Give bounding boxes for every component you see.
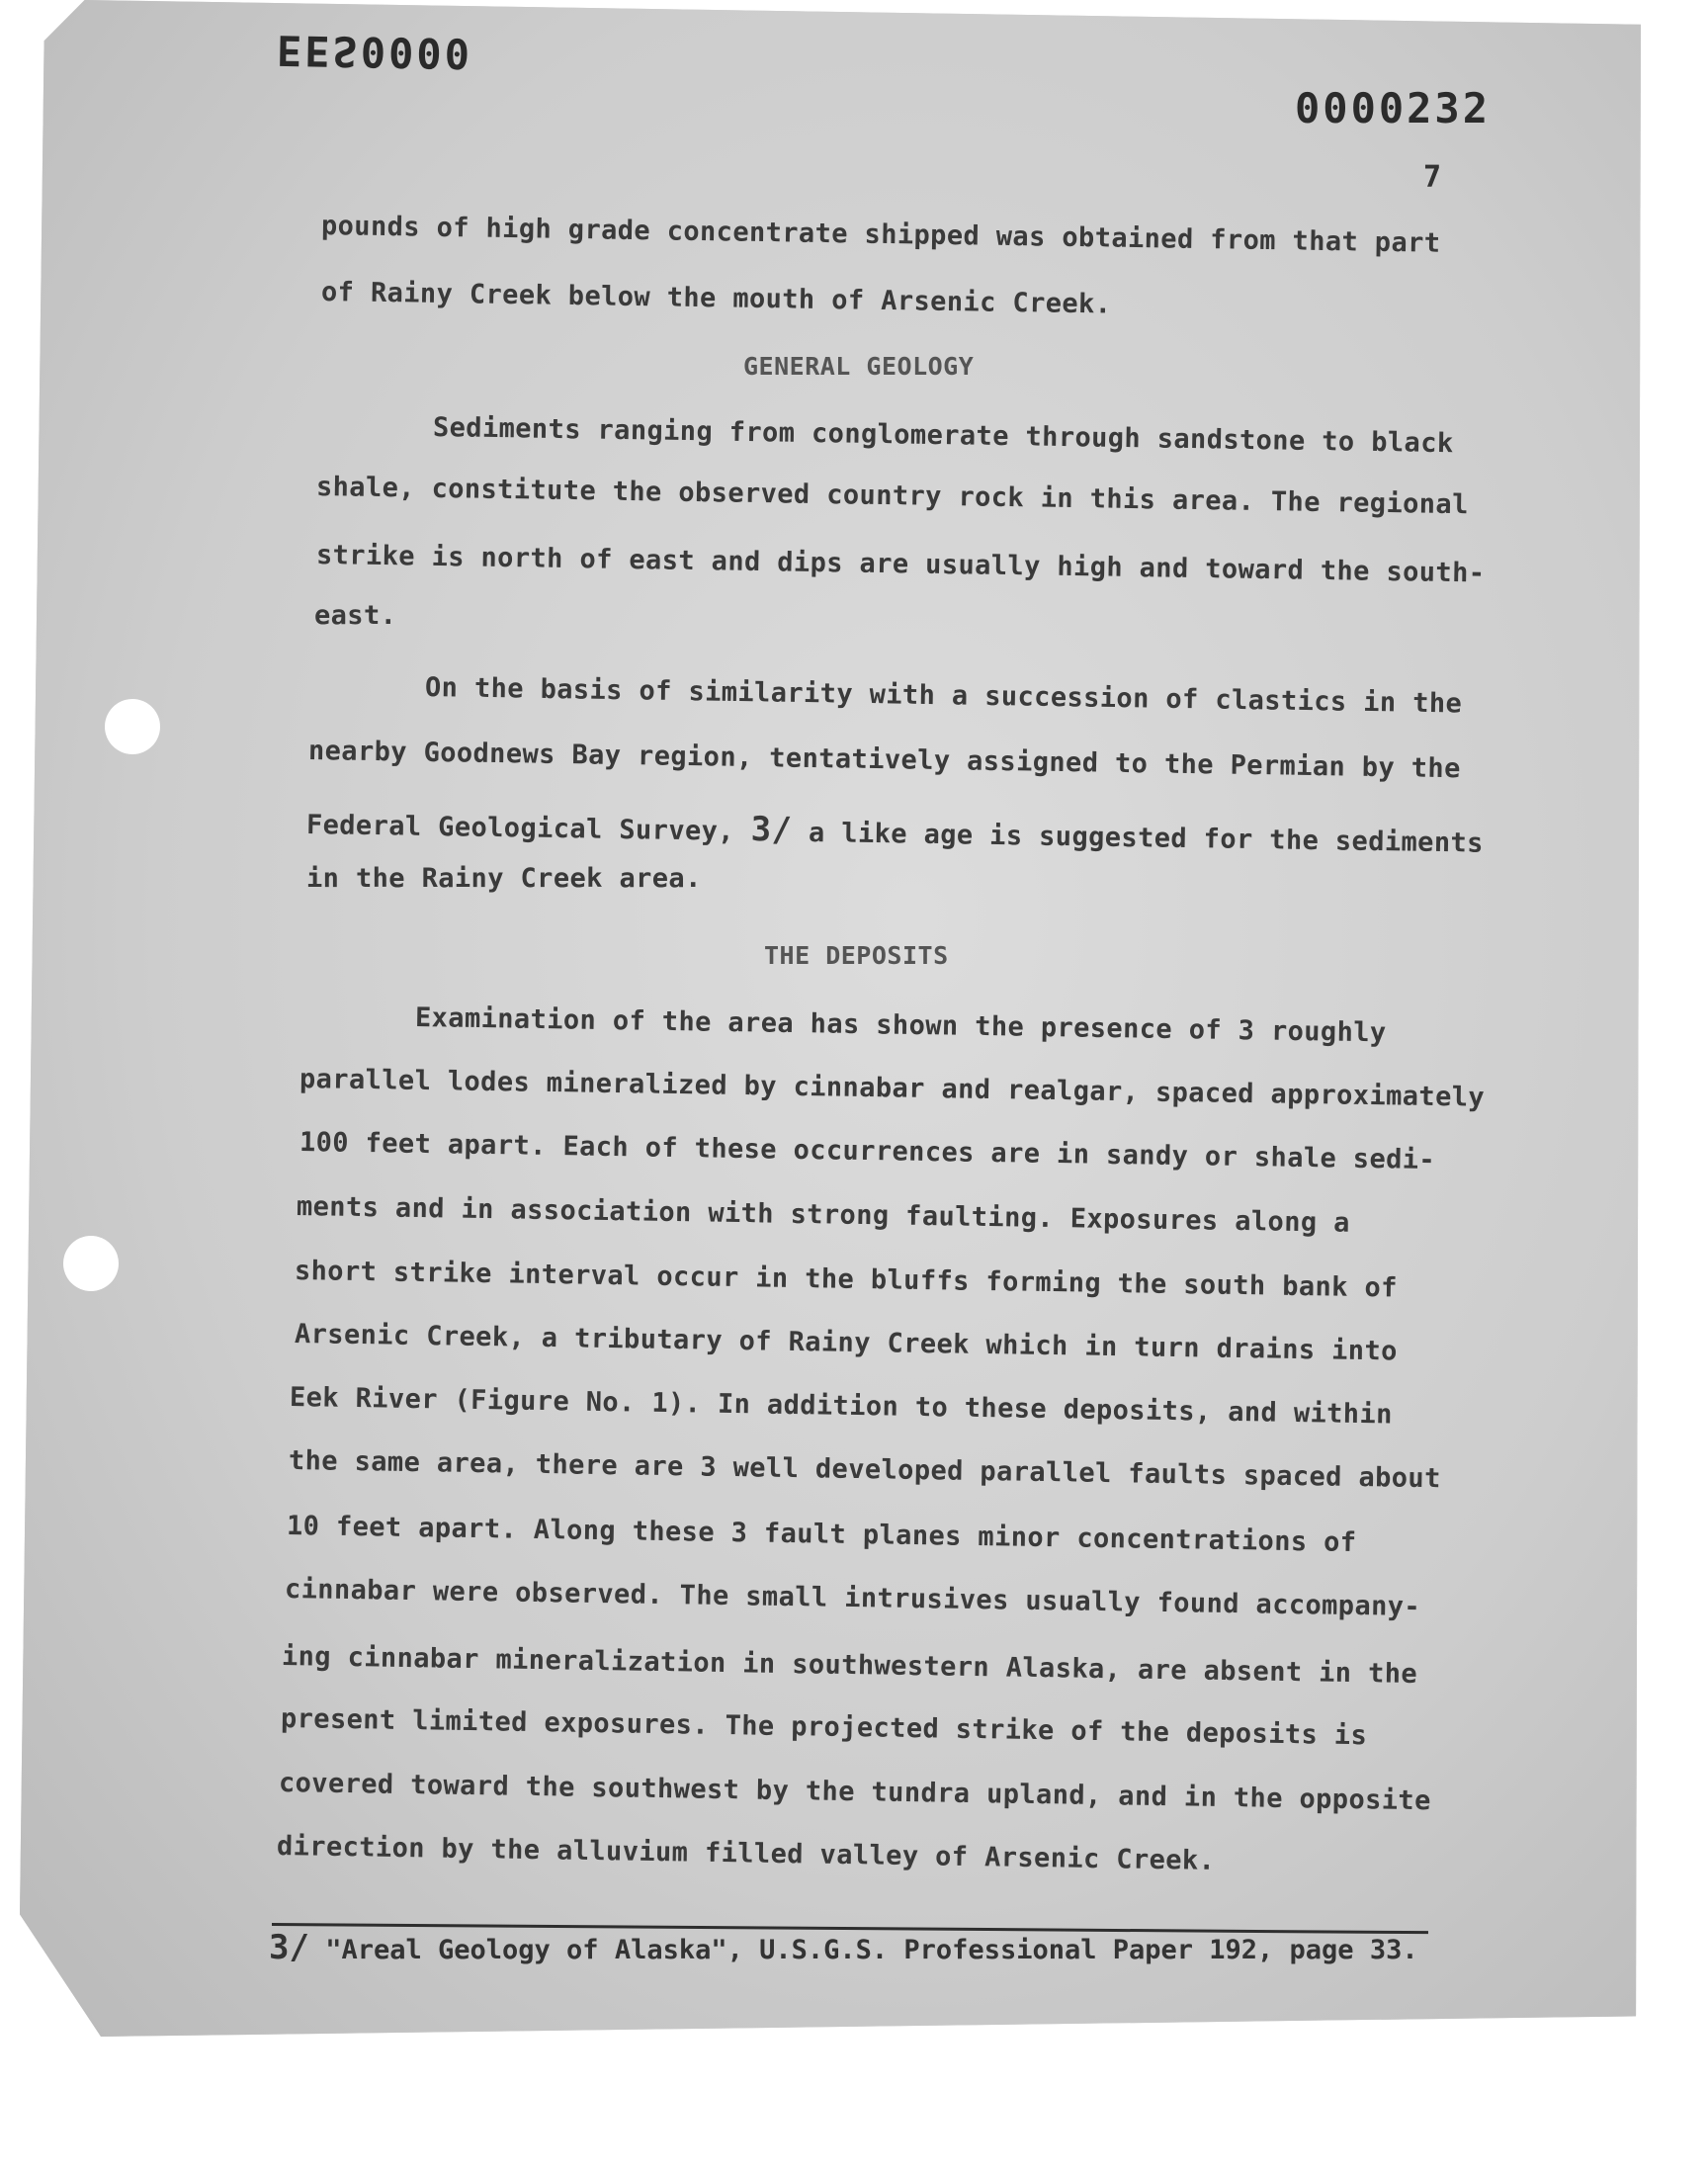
text-line: of Rainy Creek below the mouth of Arsenic Creek. bbox=[320, 277, 1112, 320]
text-line: 10 feet apart. Along these 3 fault planes minor concentrations of bbox=[286, 1511, 1357, 1559]
footnote-text: "Areal Geology of Alaska", U.S.G.S. Professional Paper 192, page 33. bbox=[325, 1935, 1418, 1965]
footnote-mark: 3/ bbox=[269, 1928, 309, 1967]
text-line: short strike interval occur in the bluffs forming the south bank of bbox=[294, 1256, 1399, 1304]
footnote-reference: 3/ bbox=[750, 810, 793, 850]
section-heading-deposits: THE DEPOSITS bbox=[764, 941, 949, 970]
text-line: nearby Goodnews Bay region, tentatively assigned to the Permian by the bbox=[307, 736, 1461, 785]
stamp-top-left: EES0000 bbox=[276, 26, 473, 78]
text-line: covered toward the southwest by the tundra upland, and in the opposite bbox=[278, 1768, 1431, 1817]
text-line: On the basis of similarity with a succession of clastics in the bbox=[424, 672, 1463, 720]
text-line: Eek River (Figure No. 1). In addition to these deposits, and within bbox=[289, 1382, 1394, 1431]
text-line: shale, constitute the observed country rock in this area. The regional bbox=[315, 472, 1469, 521]
punch-hole-top bbox=[105, 699, 160, 754]
text-span: a like age is suggested for the sediments bbox=[808, 817, 1485, 859]
text-line: strike is north of east and dips are usually high and toward the south- bbox=[315, 540, 1486, 589]
text-line: direction by the alluvium filled valley of Arsenic Creek. bbox=[276, 1831, 1216, 1876]
footnote bbox=[269, 1928, 1418, 1967]
text-line: in the Rainy Creek area. bbox=[306, 863, 702, 894]
punch-hole-bottom bbox=[63, 1236, 119, 1291]
text-line: pounds of high grade concentrate shipped was obtained from that part bbox=[320, 211, 1441, 259]
stamp-top-right: 0000232 bbox=[1295, 84, 1492, 132]
text-line: Examination of the area has shown the presence of 3 roughly bbox=[414, 1002, 1387, 1049]
text-line: 100 feet apart. Each of these occurrences are in sandy or shale sedi- bbox=[299, 1127, 1436, 1176]
text-line: Sediments ranging from conglomerate through sandstone to black bbox=[432, 412, 1454, 460]
text-line: cinnabar were observed. The small intrusives usually found accompany- bbox=[284, 1574, 1421, 1623]
text-line: ments and in association with strong faulting. Exposures along a bbox=[296, 1191, 1351, 1239]
text-span: Federal Geological Survey, bbox=[305, 810, 735, 847]
text-line: ing cinnabar mineralization in southwestern Alaska, are absent in the bbox=[281, 1641, 1418, 1691]
text-line: parallel lodes mineralized by cinnabar and realgar, spaced approximately bbox=[299, 1064, 1486, 1113]
section-heading-general-geology: GENERAL GEOLOGY bbox=[743, 352, 975, 381]
text-line: east. bbox=[314, 600, 397, 631]
text-line: the same area, there are 3 well developed parallel faults spaced about bbox=[288, 1445, 1441, 1495]
text-line: present limited exposures. The projected strike of the deposits is bbox=[280, 1703, 1368, 1752]
text-line: Arsenic Creek, a tributary of Rainy Creek which in turn drains into bbox=[294, 1319, 1399, 1367]
page-number: 7 bbox=[1423, 160, 1442, 195]
